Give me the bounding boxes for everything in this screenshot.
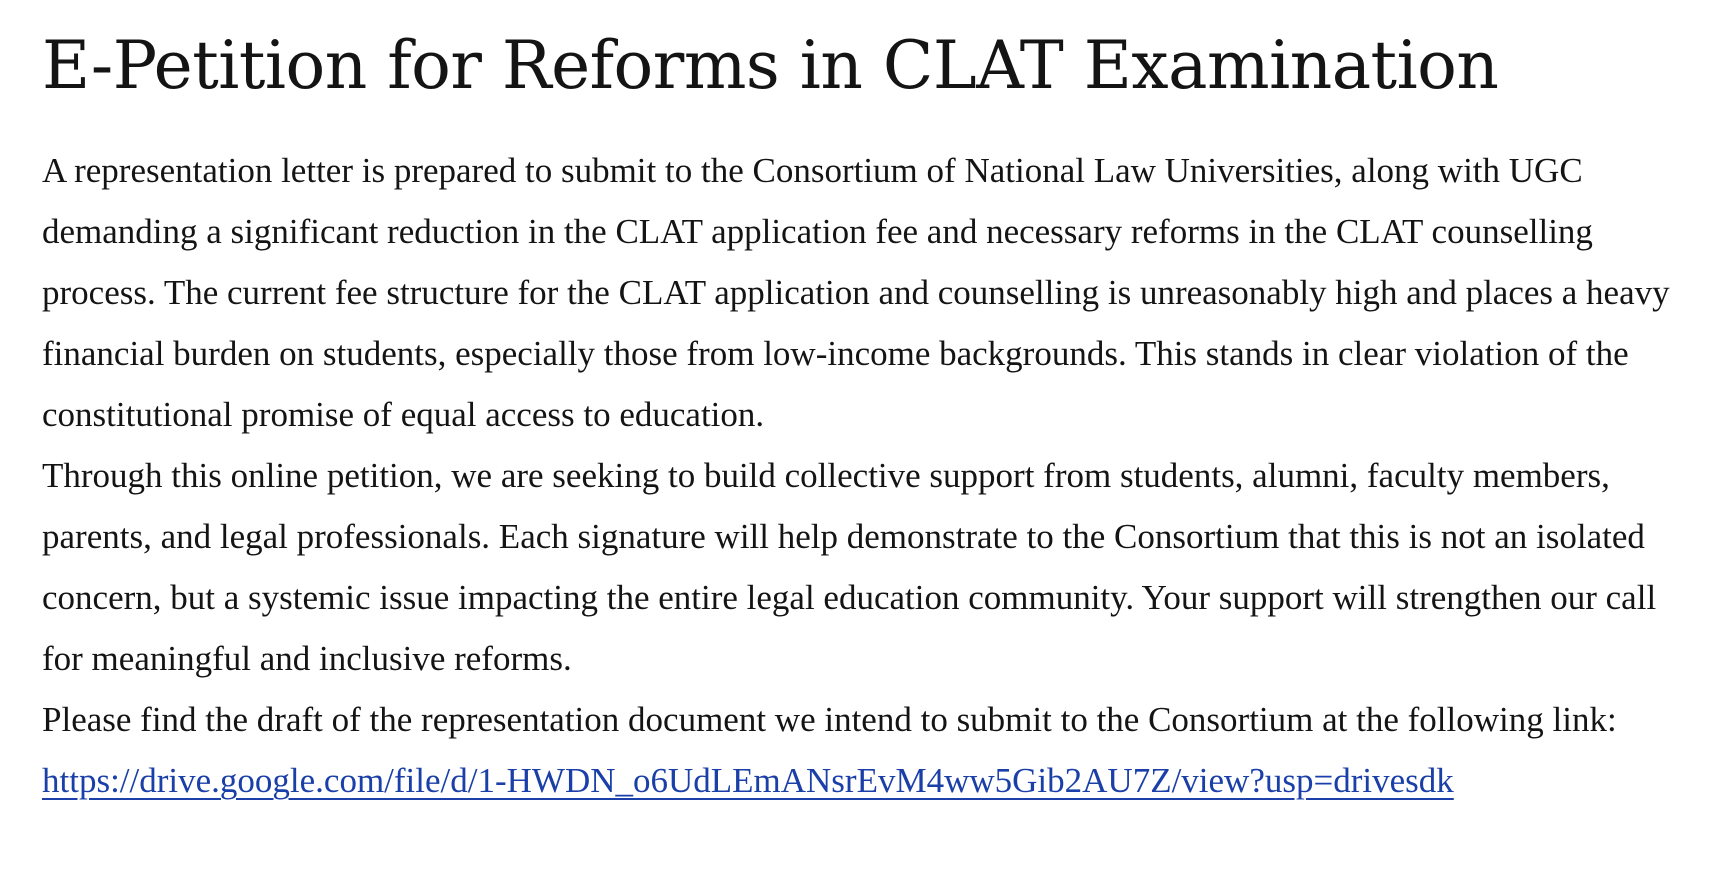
page-title: E-Petition for Reforms in CLAT Examination bbox=[42, 27, 1499, 104]
paragraph-draft-link-intro: Please find the draft of the representation document we intend to submit to the Consortium at the following link: bbox=[42, 699, 1617, 739]
draft-document-link[interactable]: https://drive.google.com/file/d/1-HWDN_o6UdLEmANsrEvM4ww5Gib2AU7Z/view?usp=drivesdk bbox=[42, 760, 1454, 800]
petition-body bbox=[42, 140, 1692, 811]
link-line bbox=[42, 750, 1692, 811]
paragraph-representation-letter: A representation letter is prepared to submit to the Consortium of National Law Universities, along with UGC demanding a significant reduction in the CLAT application fee and necessary reforms in the CLAT counselling process. The current fee structure for the CLAT application and counselling is unreasonably high and places a heavy financial burden on students, especially those from low-income backgrounds. This stands in clear violation of the constitutional promise of equal access to education. bbox=[42, 150, 1670, 434]
paragraph-online-petition: Through this online petition, we are seeking to build collective support from students, alumni, faculty members, parents, and legal professionals. Each signature will help demonstrate to the Consortium that this is not an isolated concern, but a systemic issue impacting the entire legal education community. Your support will strengthen our call for meaningful and inclusive reforms. bbox=[42, 455, 1657, 678]
